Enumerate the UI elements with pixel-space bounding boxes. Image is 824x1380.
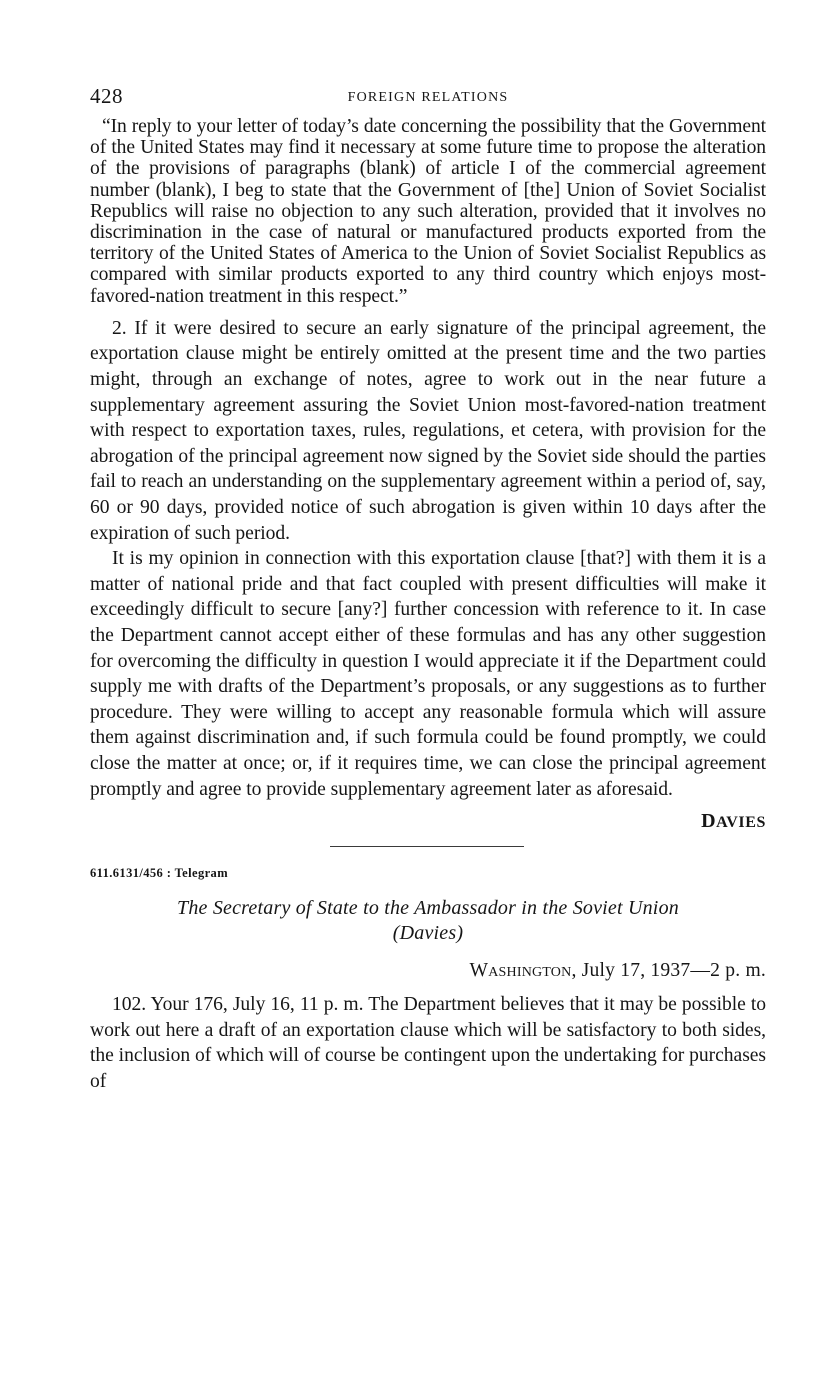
document-title (90, 896, 766, 946)
place-initial: W (469, 960, 489, 982)
place-date-line (90, 960, 766, 988)
divider-line (330, 846, 524, 847)
signature-initial: D (701, 810, 717, 833)
document-title-line-1: The Secretary of State to the Ambassador in the Soviet Union (177, 897, 679, 920)
running-head: FOREIGN RELATIONS (347, 90, 509, 105)
paragraph-2: 2. If it were desired to secure an early signature of the principal agreement, the exportation clause might be entirely omitted at the present time and the two parties might, through an exchange of notes, agree to work out in the near future a supplementary agreement assuring the Soviet Union most-favored-nation treatment with respect to exportation taxes, rules, regulations, et cetera, with provision for the abrogation of the principal agreement now signed by the Soviet side should the parties fail to reach an understanding on the supplementary agreement within a period of, say, 60 or 90 days, provided notice of such abrogation is given within 10 days after the expiration of such period. (90, 317, 766, 544)
document-page (90, 84, 766, 1094)
telegram-body: 102. Your 176, July 16, 11 p. m. The Department believes that it may be possible to work out here a draft of an exportation clause which will be satisfactory to both sides, the inclusion of which will of course be contingent upon the undertaking for purchases of (90, 994, 766, 1092)
section-divider (90, 834, 766, 858)
page-number: 428 (90, 84, 123, 108)
dispatch-date: , July 17, 1937—2 p. m. (571, 960, 766, 982)
signature-rest: AVIES (716, 814, 766, 832)
paragraph-opinion: It is my opinion in connection with this exportation clause [that?] with them it is a matter of national pride and that fact coupled with present difficulties will make it exceedingly difficult to secure [any?] further concession with reference to it. In case the Department cannot accept either of these formulas and has any other suggestion for overcoming the difficulty in question I would appreciate it if the Department could supply me with drafts of the Department’s proposals, or any suggestions as to further procedure. They were willing to accept any reasonable formula which will assure them against discrimination and, if such formula could be found promptly, we could close the matter at once; or, if it requires time, we can close the principal agreement promptly and agree to provide supplementary agreement later as aforesaid. (90, 548, 766, 800)
signature (90, 810, 766, 832)
page-header (90, 84, 766, 114)
place-rest: ashington (488, 960, 572, 982)
quoted-letter: “In reply to your letter of today’s date concerning the possibility that the Government of the United States may find it necessary at some future time to propose the alteration of the provisions of paragraphs (blank) of article I of the commercial agreement number (blank), I beg to state that the Government of [the] Union of Soviet Socialist Republics will raise no objection to any such alteration, provided that it involves no discrimination in the case of natural or manufactured products exported from the territory of the United States of America to the Union of Soviet Socialist Republics as compared with similar products exported to any third country which enjoys most-favored-nation treatment in this respect.” (90, 116, 766, 307)
file-reference: 611.6131/456 : Telegram (90, 866, 229, 881)
document-title-line-2: (Davies) (392, 922, 464, 945)
